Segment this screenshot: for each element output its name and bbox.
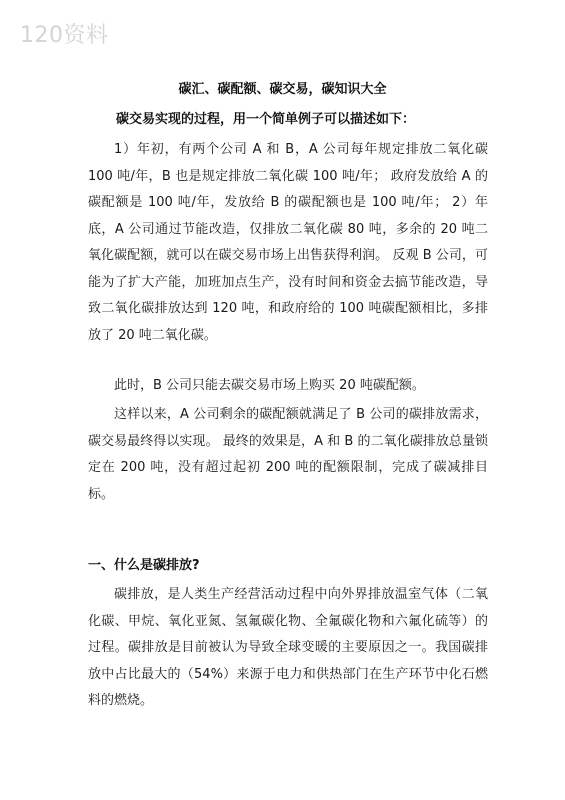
paragraph-result: 这样以来，A 公司剩余的碳配额就满足了 B 公司的碳排放需求，碳交易最终得以实现。 最终的效果是，A 和 B 的二氧化碳排放总量锁定在 200 吨，没有超过起初 200 吨的配额限制，完成了碳减排目标。 [88, 407, 488, 502]
paragraph-carbon-emission: 碳排放，是人类生产经营活动过程中向外界排放温室气体（二氧化碳、甲烷、氧化亚氮、氢氟碳化物、全氟碳化物和六氟化硫等）的过程。碳排放是目前被认为导致全球变暖的主要原因之一。我国碳排放中占比最大的（54%）来源于电力和供热部门在生产环节中化石燃料的燃烧。 [88, 587, 488, 708]
section-heading-carbon-emission: 一、什么是碳排放? [88, 558, 200, 573]
paragraph-example: 1）年初，有两个公司 A 和 B，A 公司每年规定排放二氧化碳 100 吨/年，B 也是规定排放二氧化碳 100 吨/年； 政府发放给 A 的碳配额是 100 吨/年，发放给 B 的碳配额也是 100 吨/年； 2）年底，A 公司通过节能改造，仅排放二氧化碳 80 吨，多余的 20 吨二氧化碳配额，就可以在碳交易市场上出售获得利润。 反观 B 公司，可能为了扩大产能，加班加点生产，没有时间和资金去搞节能改造，导致二氧化碳排放达到 120 吨，和政府给的 100 吨碳配额相比，多排放了 20 吨二氧化碳。 [88, 142, 488, 343]
watermark-logo: 120资料 [20, 23, 109, 48]
paragraph-b-buys: 此时，B 公司只能去碳交易市场上购买 20 吨碳配额。 [114, 378, 425, 393]
document-title: 碳汇、碳配额、碳交易，碳知识大全 [178, 82, 387, 97]
document-subtitle: 碳交易实现的过程，用一个简单例子可以描述如下： [116, 112, 416, 127]
